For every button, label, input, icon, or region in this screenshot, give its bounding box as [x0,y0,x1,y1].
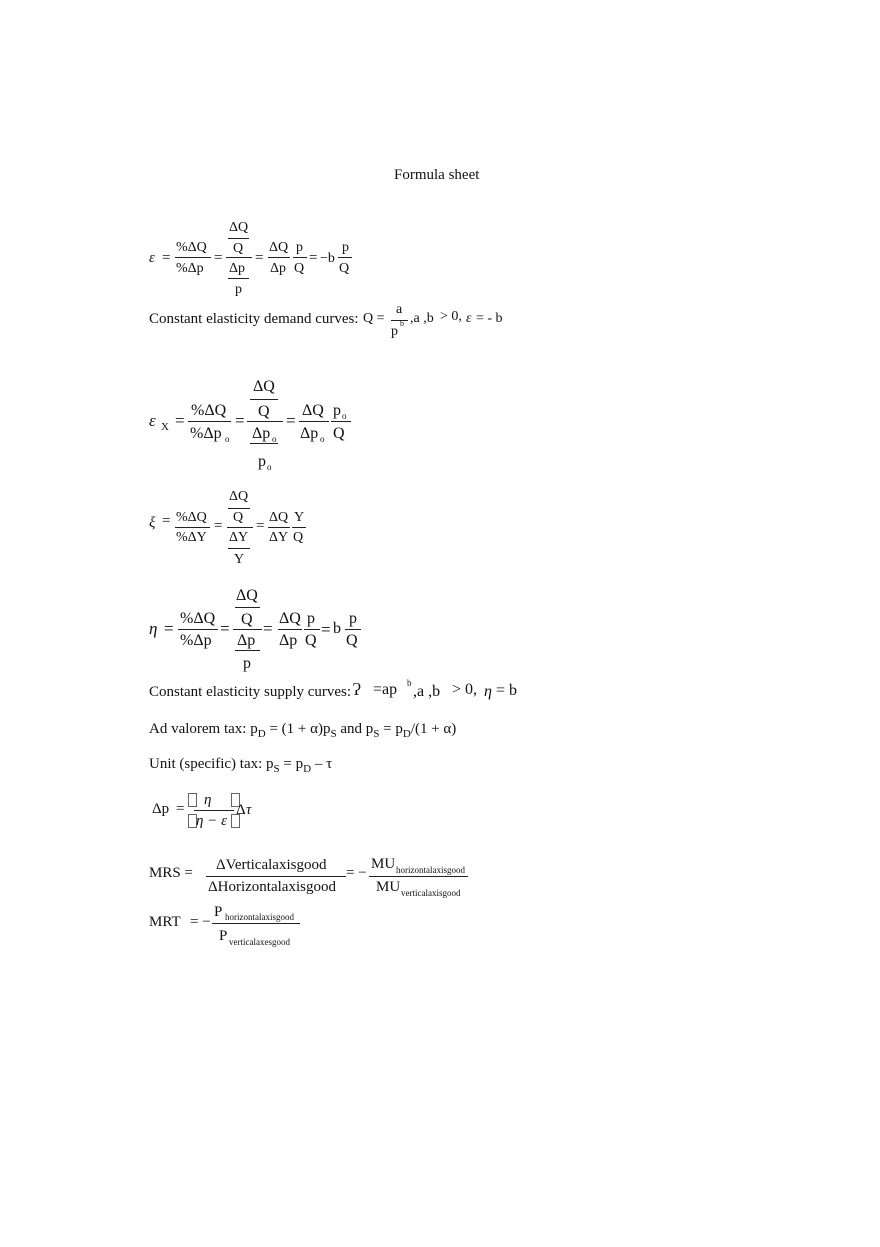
p: p [349,610,357,627]
over-one-plus-alpha: /(1 + α) [410,721,457,737]
mu: MU [371,856,396,872]
exponent-b: b [400,319,404,328]
supply-tail: = b [496,682,518,699]
denominator-pct-dp: %Δp [180,632,212,649]
dq: ΔQ [302,402,324,419]
epsilon-symbol: ε [466,311,472,326]
dp: Δp [279,632,298,649]
q: Q [294,261,305,276]
subscript-o: o [320,434,325,444]
page-title: Formula sheet [394,167,480,183]
xi-symbol: ξ [149,515,156,531]
eta-symbol: η [484,683,492,700]
mrt-numerator-subscript: horizontalaxisgood [225,912,294,922]
dy: ΔY [269,530,289,545]
mu: MU [376,879,401,895]
dq: ΔQ [229,220,249,235]
p: p [342,240,349,255]
equals-sign: = [214,250,223,266]
ad-valorem-tax [149,722,456,740]
subscript-o: o [272,434,277,444]
demand-tail: = - b [476,311,503,326]
dq: ΔQ [236,587,258,604]
gt-zero: > 0, [440,309,462,324]
mrs-numerator: ΔVerticalaxisgood [216,857,327,873]
dpo: Δp [300,425,319,442]
subscript-s: S [330,728,337,740]
q-glyph: Ɂ [352,680,362,699]
subscript-o: o [225,434,230,444]
p-capital: P [219,928,228,944]
p: p [307,610,315,627]
po: p [333,402,341,419]
subscript-o: o [342,411,347,421]
numerator-pct-dq: %ΔQ [176,240,207,255]
equals-one-plus-alpha: = (1 + α) [265,721,323,737]
a: a [396,302,403,317]
dp: Δp [229,261,246,276]
q: Q [293,530,304,545]
p: p [391,324,398,339]
numerator-pct-dq: %ΔQ [191,402,227,419]
b: b [333,620,341,637]
equals-sign: = [256,518,265,534]
q: Q [333,425,345,442]
q: Q [346,632,358,649]
p: p [296,240,303,255]
equals-sign: = [255,250,264,266]
supply-label: Constant elasticity supply curves: [149,684,352,700]
equals-sign: = [321,620,331,639]
y: Y [294,510,305,525]
equals-sign: = [220,619,230,638]
mrt-denominator-subscript: verticalaxesgood [229,937,290,947]
equals-sign: = [263,619,273,638]
mrs-denominator: ΔHorizontalaxisgood [208,879,336,895]
neg-b: −b [320,251,335,266]
dp: Δp [237,632,256,649]
y: Y [234,552,245,567]
dq: ΔQ [269,240,289,255]
equals-sign: = [309,250,318,266]
ad-valorem-label: Ad valorem tax: [149,721,251,737]
p: p [395,721,403,737]
q: Q [233,510,244,525]
mu-denominator-subscript: verticalaxisgood [401,888,461,898]
denominator-pct-dpo: %Δp [190,425,222,442]
equals-sign: = [176,801,185,817]
delta-p: Δp [152,801,170,817]
p: p [322,721,331,737]
po: p [258,453,266,470]
condition-ab: ,a ,b [410,311,434,326]
demand-label: Constant elasticity demand curves: [149,311,359,327]
condition-ab: ,a ,b [413,683,441,700]
p: p [235,282,242,297]
gt-zero: > 0, [452,681,478,698]
equals: = [379,721,396,737]
subscript-x: X [161,421,169,433]
demand-lhs: Q = [363,311,385,326]
dq: ΔQ [253,378,275,395]
equals-sign: = [162,513,171,529]
dq: ΔQ [269,510,289,525]
equals-sign: = [235,411,245,430]
dpo: Δp [252,425,271,442]
epsilon-symbol: ε [149,411,156,430]
and-word: and [336,721,366,737]
equals-sign: = [286,411,296,430]
equals-sign: = [162,250,171,266]
subscript-s: S [373,728,380,740]
minus-tau: – τ [311,756,333,772]
equals-sign: = [175,411,185,430]
p: p [295,756,304,772]
epsilon-symbol: ε [149,250,155,266]
bracket-box [188,793,197,807]
dy: ΔY [229,530,249,545]
eta-symbol: η [149,619,158,638]
q: Q [233,241,244,256]
q: Q [305,632,317,649]
tau-symbol: τ [246,802,252,818]
numerator-pct-dq: %ΔQ [180,610,216,627]
p: p [243,655,251,672]
equals-sign: = [164,619,174,638]
p: p [365,721,374,737]
exponent-b: b [407,678,412,688]
p: p [250,721,258,737]
equals-sign: = [214,518,223,534]
denominator-pct-dy: %ΔY [176,530,207,545]
subscript-d: D [303,763,312,775]
equals-minus: = − [346,865,367,881]
mu-numerator-subscript: horizontalaxisgood [396,865,465,875]
unit-tax [149,757,332,775]
p-capital: P [214,904,223,920]
equals-minus: = − [190,914,211,930]
equals: = [279,756,296,772]
unit-tax-label: Unit (specific) tax: [149,756,267,772]
subscript-o: o [267,462,272,472]
delta: Δ [236,802,246,818]
dq: ΔQ [229,489,249,504]
denominator-pct-dp: %Δp [176,261,204,276]
subscript-d: D [402,728,411,740]
subscript-s: S [273,763,280,775]
q: Q [339,261,350,276]
dp: Δp [270,261,287,276]
dq: ΔQ [279,610,301,627]
supply-rhs: =ap [373,681,398,698]
q: Q [241,611,253,628]
eta-minus-epsilon: η − ε [196,813,227,829]
eta-symbol: η [204,792,212,808]
mrt-label: MRT [149,914,181,930]
q: Q [258,403,270,420]
numerator-pct-dq: %ΔQ [176,510,207,525]
p: p [266,756,274,772]
subscript-d: D [257,728,266,740]
mrs-label: MRS = [149,865,193,881]
